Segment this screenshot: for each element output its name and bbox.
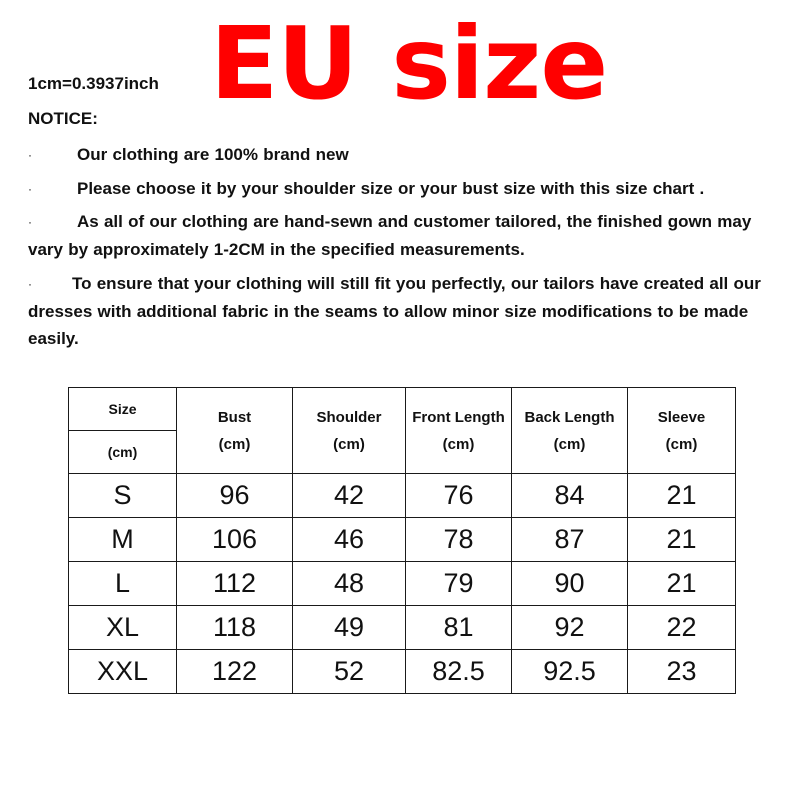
notice-heading: NOTICE: bbox=[28, 109, 98, 128]
shoulder-column-header bbox=[293, 388, 406, 474]
table-row bbox=[69, 606, 736, 650]
bullet: · bbox=[28, 182, 32, 196]
notice-item-text: As all of our clothing are hand-sewn and customer tailored, the finished gown may vary by approximately 1-2CM in the specified measurements. bbox=[28, 212, 752, 259]
back-length-column-header bbox=[512, 388, 628, 474]
size-column-unit: (cm) bbox=[69, 431, 177, 474]
column-label: Bust bbox=[217, 408, 252, 426]
column-label: Back Length bbox=[524, 408, 615, 426]
back-length-cell: 92.5 bbox=[512, 650, 628, 694]
column-unit: (cm) bbox=[333, 435, 365, 453]
sleeve-cell: 21 bbox=[628, 562, 736, 606]
shoulder-cell: 52 bbox=[293, 650, 406, 694]
bust-cell: 106 bbox=[177, 518, 293, 562]
unit-conversion-note: 1cm=0.3937inch bbox=[28, 74, 159, 93]
column-label: Shoulder bbox=[316, 408, 382, 426]
size-cell: XL bbox=[69, 606, 177, 650]
notice-item-text: Please choose it by your shoulder size or your bust size with this size chart . bbox=[77, 179, 705, 198]
column-unit: (cm) bbox=[665, 435, 698, 453]
sleeve-cell: 21 bbox=[628, 518, 736, 562]
sleeve-cell: 23 bbox=[628, 650, 736, 694]
shoulder-cell: 48 bbox=[293, 562, 406, 606]
bust-cell: 96 bbox=[177, 474, 293, 518]
shoulder-cell: 46 bbox=[293, 518, 406, 562]
notice-item-text: To ensure that your clothing will still fit you perfectly, our tailors have created all our dresses with additional fabric in the seams to allow minor size modifications to be made easily. bbox=[28, 274, 761, 348]
column-unit: (cm) bbox=[218, 435, 251, 453]
notice-item bbox=[28, 270, 788, 352]
bust-cell: 112 bbox=[177, 562, 293, 606]
back-length-cell: 90 bbox=[512, 562, 628, 606]
back-length-cell: 87 bbox=[512, 518, 628, 562]
column-label: Front Length bbox=[412, 408, 505, 426]
size-chart-table bbox=[68, 387, 736, 694]
column-unit: (cm) bbox=[442, 435, 475, 453]
sleeve-column-header bbox=[628, 388, 736, 474]
bust-cell: 122 bbox=[177, 650, 293, 694]
shoulder-cell: 49 bbox=[293, 606, 406, 650]
bust-column-header bbox=[177, 388, 293, 474]
notice-item-text: Our clothing are 100% brand new bbox=[77, 145, 349, 164]
sleeve-cell: 21 bbox=[628, 474, 736, 518]
bust-cell: 118 bbox=[177, 606, 293, 650]
sleeve-cell: 22 bbox=[628, 606, 736, 650]
shoulder-cell: 42 bbox=[293, 474, 406, 518]
bullet: · bbox=[28, 215, 32, 229]
size-cell: L bbox=[69, 562, 177, 606]
bullet: · bbox=[28, 277, 32, 291]
table-header-row-top bbox=[69, 388, 736, 431]
notice-item bbox=[28, 175, 788, 203]
size-cell: S bbox=[69, 474, 177, 518]
front-length-cell: 76 bbox=[406, 474, 512, 518]
size-cell: M bbox=[69, 518, 177, 562]
notice-item bbox=[28, 208, 788, 263]
notice-item bbox=[28, 141, 788, 169]
column-label: Sleeve bbox=[657, 408, 706, 426]
table-row bbox=[69, 650, 736, 694]
front-length-cell: 78 bbox=[406, 518, 512, 562]
column-unit: (cm) bbox=[553, 435, 586, 453]
size-column-header: Size bbox=[69, 388, 177, 431]
page-title: EU size bbox=[210, 5, 608, 122]
front-length-cell: 81 bbox=[406, 606, 512, 650]
back-length-cell: 92 bbox=[512, 606, 628, 650]
front-length-column-header bbox=[406, 388, 512, 474]
back-length-cell: 84 bbox=[512, 474, 628, 518]
table-row bbox=[69, 562, 736, 606]
table-row bbox=[69, 474, 736, 518]
front-length-cell: 82.5 bbox=[406, 650, 512, 694]
table-row bbox=[69, 518, 736, 562]
front-length-cell: 79 bbox=[406, 562, 512, 606]
bullet: · bbox=[28, 148, 32, 162]
size-cell: XXL bbox=[69, 650, 177, 694]
